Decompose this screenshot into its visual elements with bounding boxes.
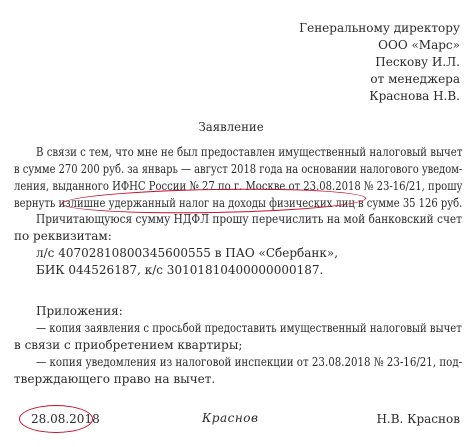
sender-name: Краснова Н.В. xyxy=(369,89,460,103)
sender-position: от менеджера xyxy=(370,72,460,86)
signature: Краснов xyxy=(202,411,259,425)
requisites-account: л/с 40702810800345600555 в ПАО «Сбербанк», xyxy=(36,246,339,260)
attachment-item: — копия уведомления из налоговой инспекции от 23.08.2018 № 23-16/21, под- xyxy=(36,355,463,369)
body-line: вернуть излишне удержанный налог на доходы физических лиц в сумме 35 126 руб. xyxy=(14,196,463,210)
addressee-name: Пескову И.Л. xyxy=(375,55,460,69)
attachments-heading: Приложения: xyxy=(36,304,123,318)
body-line: ления, выданного ИФНС России № 27 по г. Москве от 23.08.2018 № 23-16/21, прошу xyxy=(14,179,463,193)
body-line: В связи с тем, что мне не был предоставлен имущественный налоговый вычет xyxy=(36,145,463,159)
attachment-item: в связи с приобретением квартиры; xyxy=(14,338,243,352)
body-line: по реквизитам: xyxy=(14,229,112,243)
document-date: 28.08.2018 xyxy=(31,412,100,426)
attachment-item: — копия заявления с просьбой предоставить имущественный налоговый вычет xyxy=(36,321,462,335)
body-line: в сумме 270 200 руб. за январь — август 2018 года на основании налогового уведом- xyxy=(14,162,463,176)
requisites-bank: БИК 044526187, к/с 30101810400000000187. xyxy=(36,263,324,277)
body-line: Причитающуюся сумму НДФЛ прошу перечислить на мой банковский счет xyxy=(36,212,463,226)
signatory-name: Н.В. Краснов xyxy=(376,412,460,426)
addressee-company: ООО «Марс» xyxy=(378,38,460,52)
addressee-position: Генеральному директору xyxy=(299,21,460,35)
document-title: Заявление xyxy=(198,120,264,134)
attachment-item: тверждающего право на вычет. xyxy=(14,372,216,386)
